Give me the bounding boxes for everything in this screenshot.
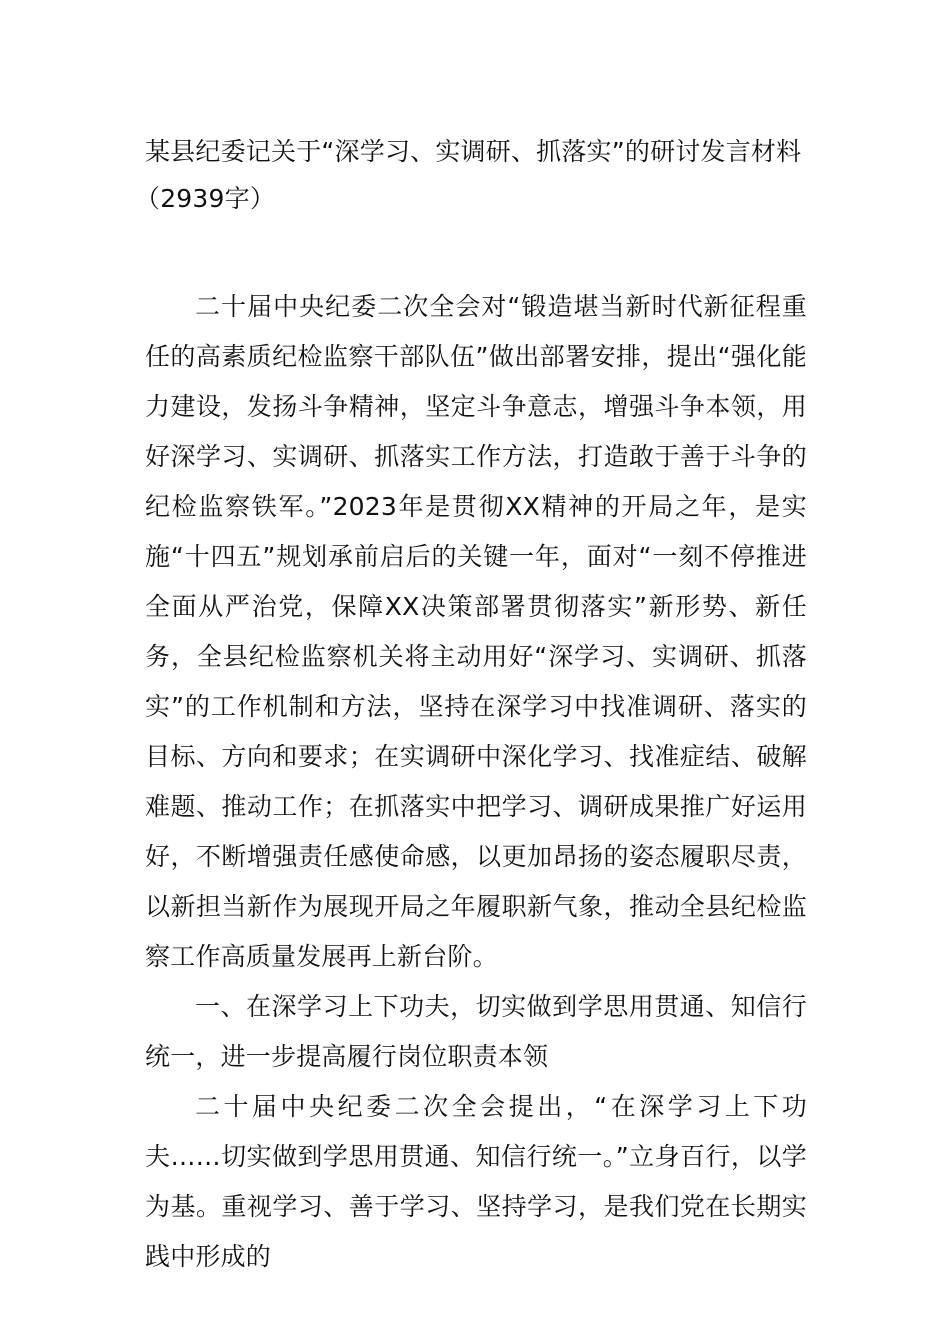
section-heading-1: 一、在深学习上下功夫，切实做到学思用贯通、知信行统一，进一步提高履行岗位职责本领 <box>145 992 807 1071</box>
paragraph-intro: 二十届中央纪委二次全会对“锻造堪当新时代新征程重任的高素质纪检监察干部队伍”做出部署安排，提出“强化能力建设，发扬斗争精神，坚定斗争意志，增强斗争本领，用好深学习、实调研、抓落实工作方法，打造敢于善于斗争的纪检监察铁军。”2023年是贯彻XX精神的开局之年，是实施“十四五”规划承前启后的关键一年，面对“一刻不停推进全面从严治党，保障XX决策部署贯彻落实”新形势、新任务，全县纪检监察机关将主动用好“深学习、实调研、抓落实”的工作机制和方法，坚持在深学习中找准调研、落实的目标、方向和要求；在实调研中深化学习、找准症结、破解难题、推动工作；在抓落实中把学习、调研成果推广好运用好，不断增强责任感使命感，以更加昂扬的姿态履职尽责，以新担当新作为展现开局之年履职新气象，推动全县纪检监察工作高质量发展再上新台阶。 <box>145 292 807 971</box>
title-text: 某县纪委记关于“深学习、实调研、抓落实”的研讨发言材料 <box>145 137 802 166</box>
document-title <box>135 128 807 222</box>
document-body <box>135 128 807 1282</box>
paragraph-section-1: 二十届中央纪委二次全会提出，“在深学习上下功夫……切实做到学思用贯通、知信行统一。”立身百行，以学为基。重视学习、善于学习、坚持学习，是我们党在长期实践中形成的 <box>145 1092 807 1271</box>
title-word-count: （2939字） <box>135 184 276 213</box>
